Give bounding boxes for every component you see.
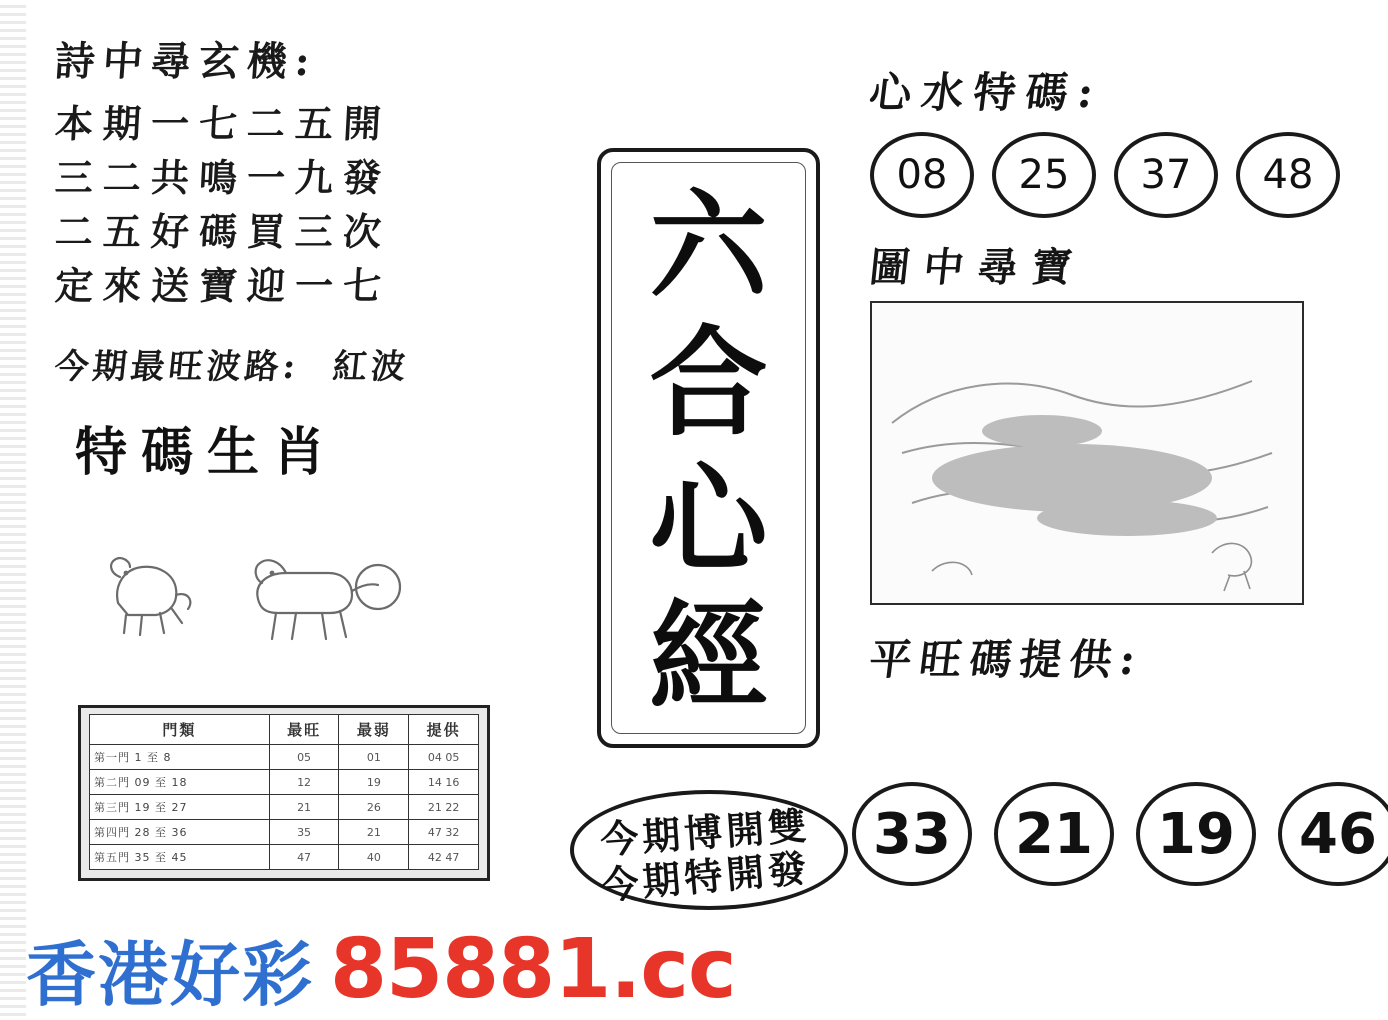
wave-label: 今期最旺波路:	[52, 346, 302, 387]
table-row	[90, 770, 479, 795]
special-number-ball: 25	[992, 132, 1096, 218]
poem-title: 詩中尋玄機:	[53, 38, 320, 85]
table-row	[90, 745, 479, 770]
main-title-char-1: 六	[649, 176, 768, 315]
table-cell-best: 12	[269, 770, 339, 795]
poem-line-4: 定來送寶迎一七	[53, 262, 393, 308]
table-cell-provide: 47 32	[409, 820, 479, 845]
special-number-ball: 37	[1114, 132, 1218, 218]
main-title-char-4: 經	[649, 586, 768, 726]
table-cell-provide: 21 22	[409, 795, 479, 820]
main-title-char-2: 合	[649, 312, 768, 452]
poem-line-2: 三二共鳴一九發	[53, 154, 393, 200]
poem-section	[52, 30, 575, 485]
monkey-and-dog-icon	[90, 525, 420, 655]
table-cell-provide: 42 47	[409, 845, 479, 870]
provide-numbers-title: 平旺碼提供:	[866, 635, 1147, 684]
table-header-provide: 提供	[409, 715, 479, 745]
stamp-seal	[570, 790, 840, 909]
table-cell-worst: 19	[339, 770, 409, 795]
table-cell-label: 第二門 09 至 18	[90, 770, 270, 795]
special-numbers-title: 心水特碼:	[866, 68, 1107, 117]
scan-edge-artifact	[0, 0, 26, 1020]
zodiac-title: 特碼生肖	[75, 421, 340, 483]
main-title	[601, 178, 816, 726]
provide-number-ball: 19	[1136, 782, 1256, 886]
table-cell-best: 21	[269, 795, 339, 820]
table-cell-provide: 14 16	[409, 770, 479, 795]
statistics-table-panel	[78, 705, 490, 881]
main-title-box	[597, 148, 820, 748]
table-row	[90, 820, 479, 845]
wave-line	[52, 339, 577, 388]
poem-line-1: 本期一七二五開	[53, 101, 393, 146]
provide-number-ball: 21	[994, 782, 1114, 886]
main-title-char-3: 心	[649, 449, 768, 589]
table-row	[90, 845, 479, 870]
table-cell-worst: 01	[339, 745, 409, 770]
table-row	[90, 795, 479, 820]
table-cell-label: 第五門 35 至 45	[90, 845, 270, 870]
table-header-category: 門類	[90, 715, 270, 745]
table-header-worst: 最弱	[339, 715, 409, 745]
footer-brand: 香港好彩	[26, 933, 314, 1016]
table-cell-label: 第四門 28 至 36	[90, 820, 270, 845]
footer-url[interactable]: 85881.cc	[330, 921, 736, 1017]
picture-title: 圖中尋寶	[867, 244, 1089, 291]
poem-line-3: 二五好碼買三次	[53, 208, 393, 254]
table-cell-label: 第三門 19 至 27	[90, 795, 270, 820]
table-header-row	[90, 715, 479, 745]
table-cell-label: 第一門 1 至 8	[90, 745, 270, 770]
table-header-best: 最旺	[269, 715, 339, 745]
right-panel	[866, 60, 1350, 687]
footer-banner	[0, 921, 1388, 1017]
animal-sketches	[90, 525, 420, 655]
stamp-line-1: 今期博開雙	[598, 802, 812, 863]
table-cell-worst: 40	[339, 845, 409, 870]
table-cell-best: 05	[269, 745, 339, 770]
provide-number-ball: 46	[1278, 782, 1388, 886]
wave-value: 紅波	[330, 346, 412, 387]
provide-numbers-row	[852, 782, 1388, 886]
stamp-line-2: 今期特開發	[598, 844, 812, 909]
table-cell-best: 47	[269, 845, 339, 870]
special-number-ball: 08	[870, 132, 974, 218]
statistics-table	[89, 714, 479, 870]
landscape-sketch-icon	[872, 303, 1302, 603]
table-cell-worst: 26	[339, 795, 409, 820]
table-cell-best: 35	[269, 820, 339, 845]
special-numbers-row	[870, 132, 1350, 218]
special-number-ball: 48	[1236, 132, 1340, 218]
table-cell-provide: 04 05	[409, 745, 479, 770]
treasure-photo	[870, 301, 1304, 605]
table-cell-worst: 21	[339, 820, 409, 845]
provide-number-ball: 33	[852, 782, 972, 886]
